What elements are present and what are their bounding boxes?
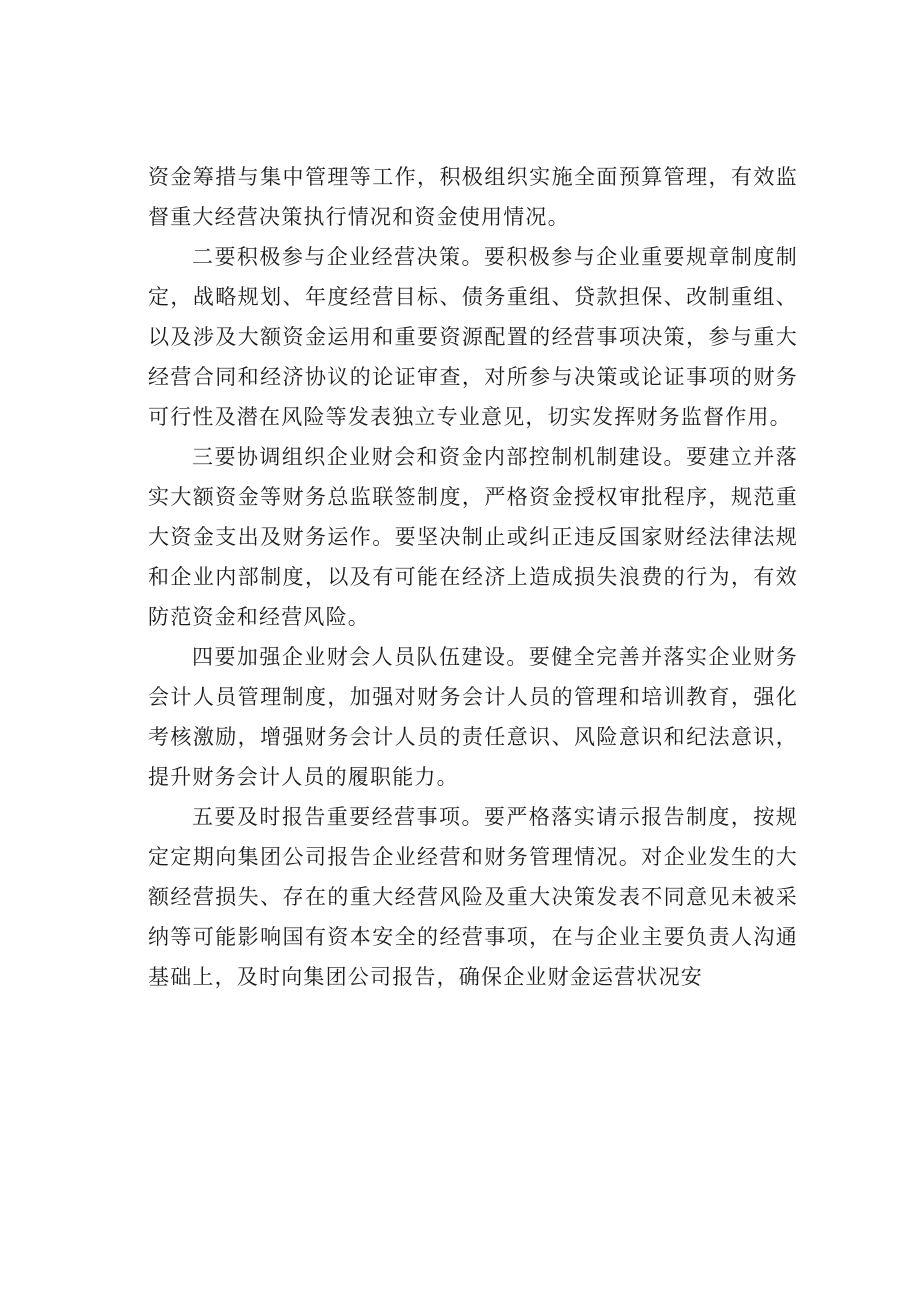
paragraph-point-three: 三要协调组织企业财会和资金内部控制机制建设。要建立并落实大额资金等财务总监联签制度，严格资金授权审批程序，规范重大资金支出及财务运作。要坚决制止或纠正违反国家财经法律法规和企业内部制度，以及有可能在经济上造成损失浪费的行为，有效防范资金和经营风险。 [148, 445, 798, 629]
document-body [148, 157, 798, 997]
paragraph-point-four: 四要加强企业财会人员队伍建设。要健全完善并落实企业财务会计人员管理制度，加强对财务会计人员的管理和培训教育，强化考核激励，增强财务会计人员的责任意识、风险意识和纪法意识，提升财务会计人员的履职能力。 [148, 645, 798, 789]
paragraph-point-two: 二要积极参与企业经营决策。要积极参与企业重要规章制度制定，战略规划、年度经营目标、债务重组、贷款担保、改制重组、以及涉及大额资金运用和重要资源配置的经营事项决策，参与重大经营合同和经济协议的论证审查，对所参与决策或论证事项的财务可行性及潜在风险等发表独立专业意见，切实发挥财务监督作用。 [148, 245, 798, 429]
paragraph-continuation: 资金筹措与集中管理等工作，积极组织实施全面预算管理，有效监督重大经营决策执行情况和资金使用情况。 [148, 165, 798, 229]
paragraph-point-five: 五要及时报告重要经营事项。要严格落实请示报告制度，按规定定期向集团公司报告企业经营和财务管理情况。对企业发生的大额经营损失、存在的重大经营风险及重大决策发表不同意见未被采纳等可能影响国有资本安全的经营事项，在与企业主要负责人沟通基础上，及时向集团公司报告，确保企业财金运营状况安 [148, 805, 798, 989]
